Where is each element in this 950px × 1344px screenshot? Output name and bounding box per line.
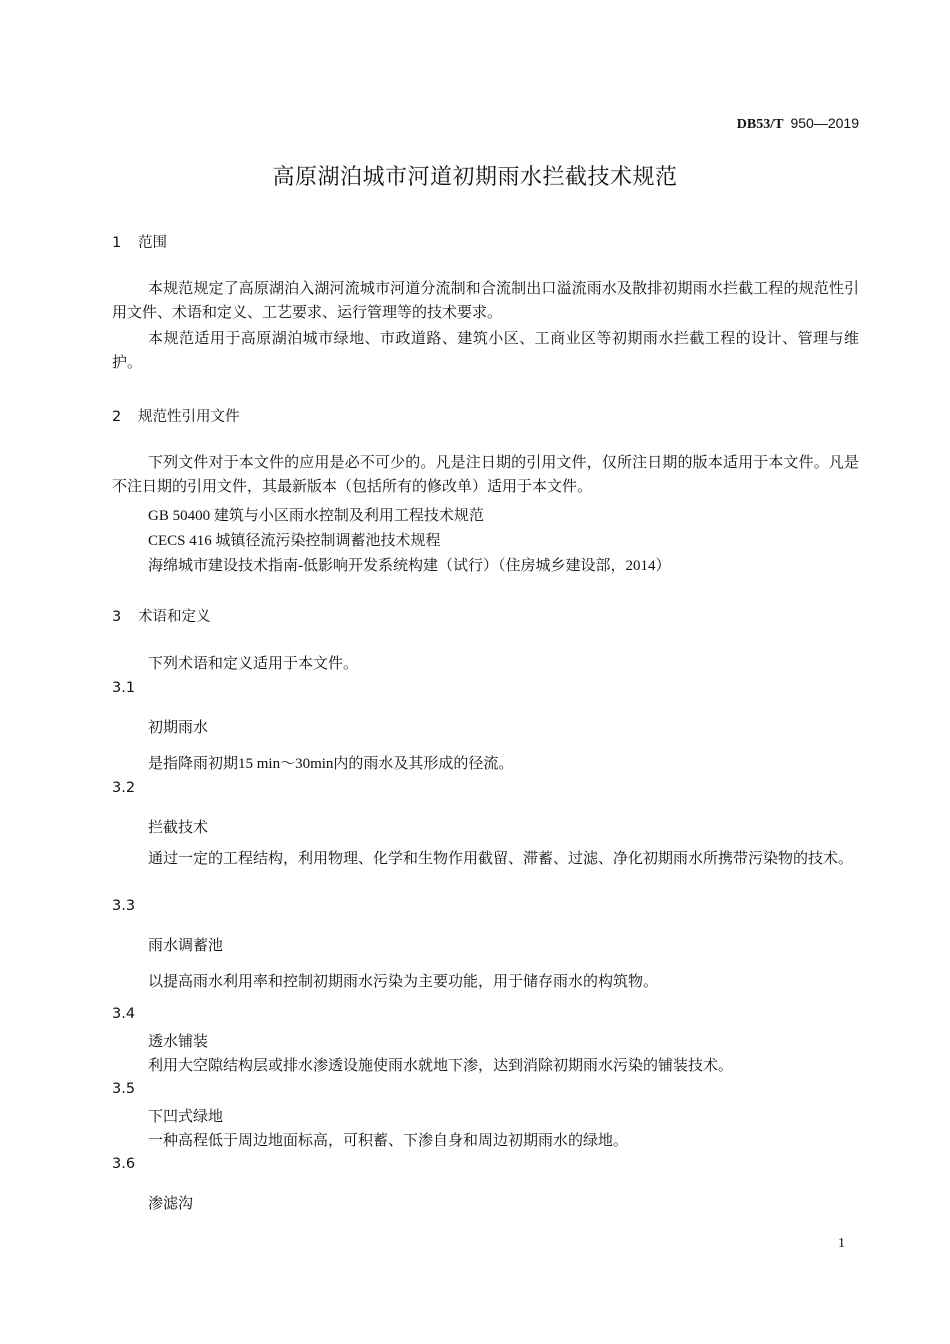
clause-number: 3.3 bbox=[112, 898, 136, 914]
document-title: 高原湖泊城市河道初期雨水拦截技术规范 bbox=[272, 165, 678, 190]
clause-number: 3.4 bbox=[112, 1006, 136, 1022]
term-title: 拦截技术 bbox=[148, 818, 209, 836]
clause-number: 3.5 bbox=[112, 1081, 136, 1097]
term-definition: 一种高程低于周边地面标高，可积蓄、下渗自身和周边初期雨水的绿地。 bbox=[148, 1133, 629, 1149]
reference-item: CECS 416 城镇径流污染控制调蓄池技术规程 bbox=[148, 533, 441, 549]
term-definition: 利用大空隙结构层或排水渗透设施使雨水就地下渗，达到消除初期雨水污染的铺装技术。 bbox=[148, 1058, 734, 1074]
clause-number: 3.2 bbox=[112, 780, 136, 796]
reference-item: GB 50400 建筑与小区雨水控制及利用工程技术规范 bbox=[148, 508, 484, 524]
reference-item: 海绵城市建设技术指南-低影响开发系统构建（试行）（住房城乡建设部，2014） bbox=[148, 558, 671, 574]
term-definition: 是指降雨初期15 min～30min内的雨水及其形成的径流。 bbox=[148, 756, 514, 772]
standard-code: DB53/T 950—2019 bbox=[736, 115, 859, 132]
term-title: 初期雨水 bbox=[148, 718, 209, 736]
page-number: 1 bbox=[838, 1236, 845, 1251]
paragraph: 下列文件对于本文件的应用是必不可少的。凡是注日期的引用文件，仅所注日期的版本适用于本文件。凡是不注日期的引用文件，其最新版本（包括所有的修改单）适用于本文件。 bbox=[112, 455, 859, 495]
section-heading-3: 3 术语和定义 bbox=[112, 609, 211, 625]
term-title: 雨水调蓄池 bbox=[148, 936, 224, 954]
term-title: 渗滤沟 bbox=[148, 1194, 194, 1212]
term-definition: 以提高雨水利用率和控制初期雨水污染为主要功能，用于储存雨水的构筑物。 bbox=[148, 974, 659, 990]
paragraph: 下列术语和定义适用于本文件。 bbox=[148, 656, 359, 672]
term-title: 透水铺装 bbox=[148, 1032, 209, 1050]
term-definition: 通过一定的工程结构，利用物理、化学和生物作用截留、滞蓄、过滤、净化初期雨水所携带污染物的技术。 bbox=[148, 851, 854, 867]
clause-number: 3.6 bbox=[112, 1156, 136, 1172]
section-heading-1: 1 范围 bbox=[112, 235, 167, 251]
section-heading-2: 2 规范性引用文件 bbox=[112, 409, 240, 425]
clause-number: 3.1 bbox=[112, 680, 136, 696]
paragraph: 本规范规定了高原湖泊入湖河流城市河道分流制和合流制出口溢流雨水及散排初期雨水拦截工程的规范性引用文件、术语和定义、工艺要求、运行管理等的技术要求。 bbox=[112, 281, 859, 321]
paragraph: 本规范适用于高原湖泊城市绿地、市政道路、建筑小区、工商业区等初期雨水拦截工程的设计、管理与维护。 bbox=[112, 331, 859, 371]
term-title: 下凹式绿地 bbox=[148, 1107, 224, 1125]
